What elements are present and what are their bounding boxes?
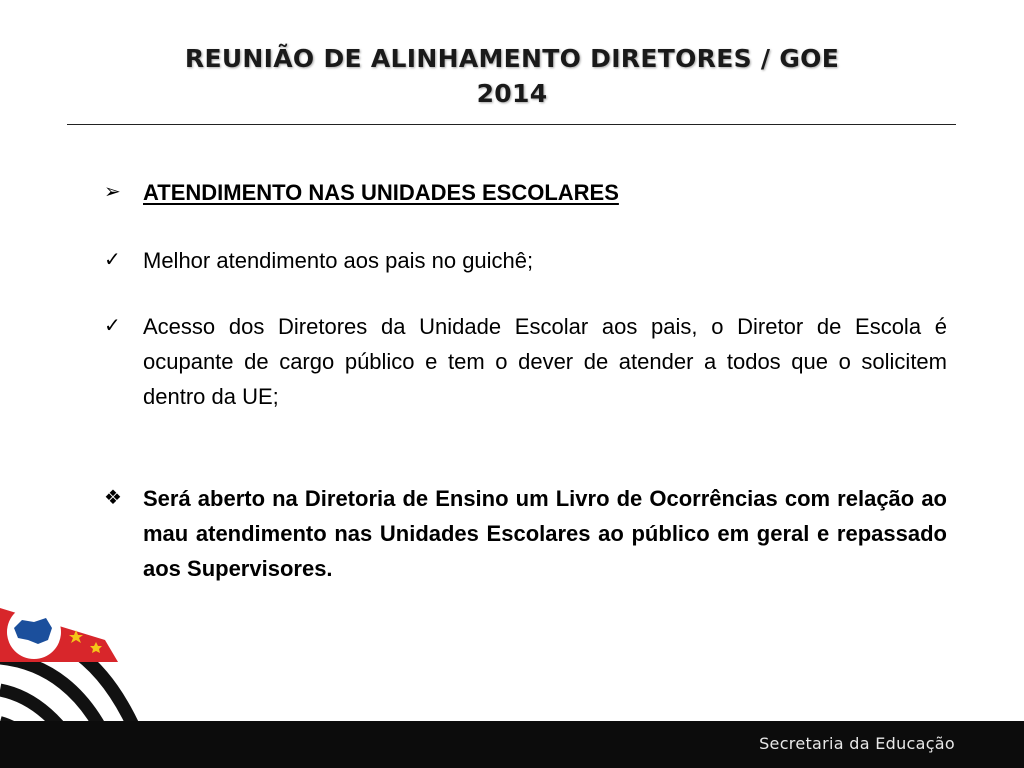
bullet-text: Será aberto na Diretoria de Ensino um Livro de Ocorrências com relação ao mau atendimento nas Unidades Escolares ao público em geral e repassado aos Supervisores. xyxy=(143,486,947,581)
title-line-2: 2014 xyxy=(476,79,548,108)
check-bullet-icon: ✓ xyxy=(104,249,121,271)
diamond-bullet-icon: ❖ xyxy=(104,487,122,509)
bullet-text: Melhor atendimento aos pais no guichê; xyxy=(143,248,534,273)
bullet-item-bold xyxy=(104,481,947,586)
footer-label: Secretaria da Educação xyxy=(759,734,955,753)
bullet-item xyxy=(104,243,947,278)
slide-title xyxy=(0,41,1024,111)
bullet-text: Acesso dos Diretores da Unidade Escolar aos pais, o Diretor de Escola é ocupante de cargo público e tem o dever de atender a todos que o solicitem dentro da UE; xyxy=(143,314,947,409)
title-line-1: REUNIÃO DE ALINHAMENTO DIRETORES / GOE xyxy=(184,44,840,73)
title-divider xyxy=(67,124,956,125)
bullet-text: ATENDIMENTO NAS UNIDADES ESCOLARES xyxy=(143,180,619,205)
bullet-item xyxy=(104,309,947,414)
arrow-bullet-icon: ➢ xyxy=(104,181,121,203)
bullet-item-heading xyxy=(104,175,947,210)
check-bullet-icon: ✓ xyxy=(104,315,121,337)
